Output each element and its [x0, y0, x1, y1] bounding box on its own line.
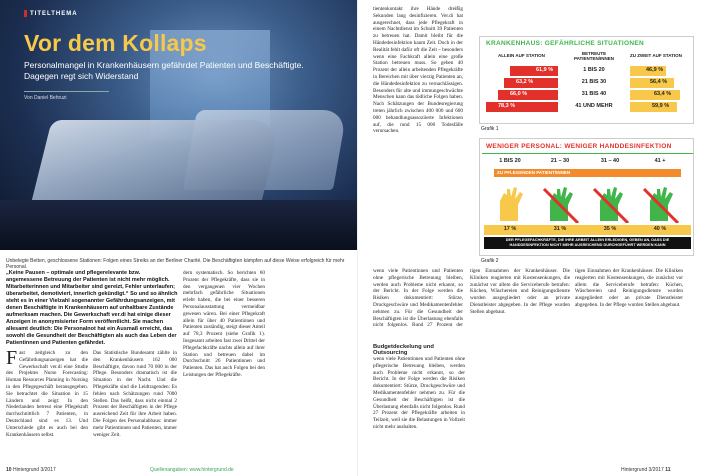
divider	[24, 91, 109, 92]
photo-caption: Unbelegte Betten, geschlossene Stationen: Folgen eines Streiks an der Berliner Charité. Die Beschäftigten kämpfen auf diese Weise erfolgreich für mehr Personal.	[6, 258, 345, 270]
right-column-3: tigen Einnahmen der Krankenhäuser. Die Kliniken reagierten mit Kostensenkungen, die zunächst vor allem die Serviceberufe betrafen: Küchen, Wäschereien und Reinigungsdienste wurden ausgegliedert oder an private Dienstleister abgegeben. In der Pflege wurden Stellen abgebaut.	[470, 268, 570, 315]
graphic-2-footnote: DER PFLEGEFACHKRÄFTE, DIE IHRE ARBEIT ALLEIN ERLEDIGEN, GEBEN AN, DASS DIE HANDDESINFEKTION NICHT MEHR AUSREICHEND DURCHGEFÜHRT WERDEN KANN	[484, 237, 691, 249]
group-4: 41 UND MEHR	[575, 103, 613, 109]
value-left-3: 66,0 %	[510, 91, 528, 97]
graphic-1-col-a: ALLEIN AUF STATION	[498, 53, 545, 58]
page-number-left	[6, 467, 56, 473]
graphic-2-band	[494, 169, 681, 177]
graphic-2-title: WENIGER PERSONAL: WENIGER HANDDESINFEKTION	[486, 143, 672, 150]
group-label-3: 31 – 40	[600, 158, 620, 164]
left-column-3: dern systematisch. So berichten 60 Prozent der Pflegekräfte, dass sie in den vergangenen vier Wochen mehrfach gefährliche Situationen erlebt haben, die bei einer besseren Personalausstattung vermeidbar gewesen wären. Bei einer Pflegekraft allein für über 40 Patientinnen und Patienten zuständig, steigt dieser Anteil auf 78,3 Prozent (siehe Grafik 1). Insgesamt arbeiten fast zwei Drittel der Pflegefachkräfte nachts allein auf ihrer Station und betreuen dabei im Durchschnitt 26 Patientinnen und Patienten. Das hat auch Folgen bei den Leistungen der Pflegekräfte.	[183, 270, 265, 378]
article-title: Vor dem Kollaps	[24, 30, 207, 56]
drop-cap: F	[6, 350, 18, 369]
left-column-1	[6, 350, 88, 462]
group-label-2: 21 – 30	[550, 158, 570, 164]
group-label-4: 41 +	[654, 158, 666, 164]
right-column-2: wenn viele Patientinnen und Patienten ohne pflegerische Betreuung bleiben, werden auch Probleme nicht erkannt, so der Bericht. In der Folge werden die Risiken dokumentiert: Stürze, Druckgeschwüre und Medikamentenfehler nehmen zu. Für die Gesundheit der Beschäftigten ist die Überlastung ebenfalls nicht folgenlos. Rund 27 Prozent der Pflegekräfte arbeiten in Teilzeit, weil sie die Belastungen in Vollzeit nicht mehr aushalten.	[373, 356, 465, 430]
group-label-1: 1 BIS 20	[499, 158, 521, 164]
left-column-1-text: ast zeitgleich zu den Gefährdungsanzeigen hat die Gewerkschaft ver.di eine Studie des Projektes Nurse Forecasting: Human Resources Planning in Nursing in den Pflegegeschäft herausgegeben. Sie betrachtet die Situation in 15 Ländern und zeigt: In den Niederlanden betreut eine Pflegekraft durchschnittlich 7 Patienten, in Deutschland sind es 13. Und Unterschiede gibt es auch bei den Krankenhäusern selbst.	[6, 350, 88, 438]
issue-label: Hintergrund 3/2017	[621, 467, 664, 473]
value-left-4: 78,3 %	[498, 103, 516, 109]
section-topic: TITELTHEMA	[24, 10, 78, 17]
value-right-2: 56,4 %	[650, 79, 668, 85]
value-right-3: 63,4 %	[654, 91, 672, 97]
graphic-2-subtitle: ZU PFLEGENDEN PATIENT/INNEN	[497, 170, 571, 175]
page-number-right	[621, 467, 671, 473]
page-number: 10	[6, 467, 12, 473]
group-1: 1 BIS 20	[583, 67, 605, 73]
graphic-2-label: Grafik 2	[481, 258, 499, 264]
percent-3: 35 %	[603, 226, 617, 232]
graphic-1	[479, 36, 694, 124]
percent-4: 40 %	[653, 226, 667, 232]
page-gutter	[357, 0, 358, 476]
hand-icon	[500, 187, 523, 221]
graphic-2	[479, 138, 694, 256]
left-column-2: Das Statistische Bundesamt zählte in den Krankenhäusern 162 000 Beschäftigte, davon rund 70 000 in der Pflege. Besonders dramatisch ist die Situation in der Nacht. Und die Pflegekräfte sind die Leidtragenden: Es fehlen nach Schätzungen rund 7000 Stellen. Das heißt, dass nicht einmal 2 Prozent der Beschäftigten in der Pflege ausreichend Zeit für ihre Arbeit haben. Die Folgen des Personalabbaus: immer mehr Patientinnen und Patienten, immer weniger Zeit.	[93, 350, 177, 438]
footer-credit: Quellenangaben: www.hintergrund.de	[150, 467, 234, 473]
page-number: 11	[665, 467, 671, 473]
right-column-1b: wenn viele Patientinnen und Patienten ohne pflegerische Betreuung bleiben, werden auch Probleme nicht erkannt, so der Bericht. In der Folge werden die Risiken dokumentiert: Stürze, Druckgeschwüre und Medikamentenfehler nehmen zu. Für die Gesundheit der Beschäftigten ist die Überlastung ebenfalls nicht folgenlos. Rund 27 Prozent der	[373, 268, 463, 328]
graphic-2-rule	[482, 153, 693, 154]
lead-paragraph: „Keine Pausen – optimale und pflegerelevante bzw. angemessene Betreuung der Patienten ist nicht mehr möglich. Mitarbeiterinnen und Mitarbeiter sind gereizt, Fehler unterlaufen; überarbeitet, demotiviert, innerlich gekündigt.“ So und so ähnlich steht es in einer Vielzahl sogenannter Gefährdungsanzeigen, mit denen Beschäftigte in Krankenhäusern auf unhaltbare Zustände aufmerksam machen. Die Gewerkschaft ver.di hat einige dieser Anzeigen in anonymisierter Form veröffentlicht. Sie machen allesamt deutlich: Die Personalnot hat ein Ausmaß erreicht, das sowohl die Gesundheit der Beschäftigten als auch das Leben der Patientinnen und Patienten gefährdet.	[6, 270, 178, 346]
percent-2: 31 %	[553, 226, 567, 232]
issue-label: Hintergrund 3/2017	[12, 467, 56, 473]
section-heading: Budgetdeckelung und Outsourcing	[373, 344, 434, 356]
article-subtitle: Personalmangel in Krankenhäusern gefährdet Patienten und Beschäftigte. Dagegen regt sich Widerstand	[24, 60, 304, 81]
right-column-1: tientenkontakt ihre Hände dreißig Sekunden lang desinfizieren. Ver.di hat ausgerechnet, dass jede Pflegekraft in einem Nachtdienst im Schnitt 39 Patienten zu betreuen hat. Damit bleibt für die Händedesinfektion kaum Zeit. Doch in der Realität fehlt dafür oft die Zeit – besonders wenn eine Fachkraft allein eine große Station betreuen muss. So geben 40 Prozent der allein arbeitenden Pflegekräfte in Bereichen mit über vierzig Patienten an, die Händedesinfektion zu vernachlässigen. Besonders für alte und immungeschwächte Menschen kann das tödliche Folgen haben. Nach Schätzungen der Bundesregierung treten jährlich zwischen 400 000 und 600 000 behandlungsassoziierte Infektionen auf, die rund 15 000 Todesfälle verursachen.	[373, 6, 463, 135]
graphic-1-title: KRANKENHAUS: GEFÄHRLICHE SITUATIONEN	[486, 40, 645, 47]
group-3: 31 BIS 40	[581, 91, 607, 97]
value-right-4: 59,9 %	[652, 103, 670, 109]
percent-1: 17 %	[503, 226, 517, 232]
graphic-1-col-b: BETREUTE PATIENTEN/INNEN	[573, 51, 615, 61]
right-column-4: tigen Einnahmen der Krankenhäuser. Die Kliniken reagierten mit Kostensenkungen, die zunächst vor allem die Serviceberufe betrafen: Küchen, Wäschereien und Reinigungsdienste wurden ausgegliedert oder an private Dienstleister abgegeben. In der Pflege wurden Stellen abgebaut.	[575, 268, 683, 308]
value-left-2: 63,2 %	[516, 79, 534, 85]
graphic-1-col-c: ZU ZWEIT AUF STATION	[630, 53, 682, 58]
floor	[0, 200, 357, 250]
group-2: 21 BIS 30	[581, 79, 607, 85]
value-left-1: 61,9 %	[536, 67, 554, 73]
graphic-1-label: Grafik 1	[481, 126, 499, 132]
value-right-1: 46,9 %	[646, 67, 664, 73]
hand-icons	[490, 183, 690, 223]
author-byline: Von Daniel Behruzi	[24, 95, 67, 101]
